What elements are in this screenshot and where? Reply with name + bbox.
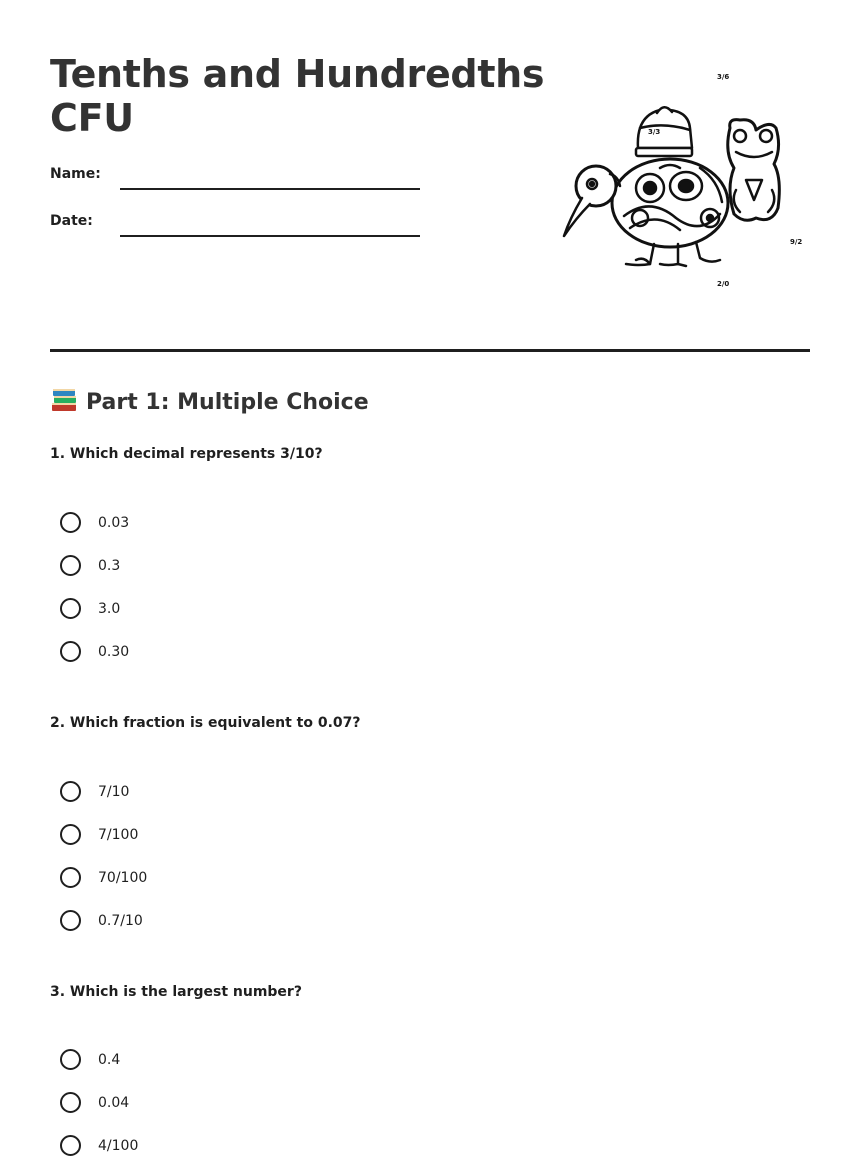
illustration-label-right: 9/2 (790, 238, 803, 246)
part1-heading-text: Part 1: Multiple Choice (86, 390, 369, 415)
answer-option[interactable] (60, 553, 460, 583)
radio-button[interactable] (60, 598, 81, 619)
answer-option[interactable] (60, 596, 460, 626)
question-text: 1. Which decimal represents 3/10? (50, 446, 323, 462)
date-field-row (50, 207, 470, 247)
radio-button[interactable] (60, 1049, 81, 1070)
name-input[interactable] (120, 188, 420, 190)
date-input[interactable] (120, 235, 420, 237)
radio-button[interactable] (60, 867, 81, 888)
illustration-label-left: 3/3 (648, 128, 661, 136)
name-field-row (50, 160, 470, 200)
worksheet-page (50, 0, 810, 1161)
radio-button[interactable] (60, 1135, 81, 1156)
name-label: Name: (50, 166, 101, 182)
option-label: 7/10 (98, 784, 130, 800)
question-3 (50, 982, 810, 1154)
option-label: 0.03 (98, 515, 130, 531)
option-label: 0.3 (98, 558, 121, 574)
question-text: 3. Which is the largest number? (50, 984, 302, 1000)
radio-button[interactable] (60, 555, 81, 576)
question-1 (50, 444, 810, 660)
answer-option[interactable] (60, 1090, 460, 1120)
answer-option[interactable] (60, 822, 460, 852)
date-label: Date: (50, 213, 93, 229)
part1-heading (50, 386, 369, 420)
section-divider (50, 349, 810, 352)
answer-option[interactable] (60, 510, 460, 540)
option-label: 0.04 (98, 1095, 130, 1111)
radio-button[interactable] (60, 910, 81, 931)
answer-option[interactable] (60, 865, 460, 895)
answer-option[interactable] (60, 639, 460, 669)
radio-button[interactable] (60, 641, 81, 662)
option-label: 0.30 (98, 644, 130, 660)
option-label: 70/100 (98, 870, 148, 886)
page-title: Tenths and Hundredths CFU (50, 52, 545, 140)
answer-option[interactable] (60, 1047, 460, 1077)
option-label: 0.7/10 (98, 913, 143, 929)
question-2 (50, 713, 810, 929)
illustration-label-bottom: 2/0 (717, 280, 730, 288)
option-label: 3.0 (98, 601, 121, 617)
illustration-label-top: 3/6 (717, 73, 730, 81)
books-icon (50, 387, 78, 413)
question-text: 2. Which fraction is equivalent to 0.07? (50, 715, 361, 731)
radio-button[interactable] (60, 781, 81, 802)
option-label: 4/100 (98, 1138, 139, 1154)
answer-option[interactable] (60, 779, 460, 809)
option-label: 7/100 (98, 827, 139, 843)
answer-option[interactable] (60, 1133, 460, 1163)
answer-option[interactable] (60, 908, 460, 938)
kiwi-illustration (560, 68, 803, 298)
option-label: 0.4 (98, 1052, 121, 1068)
radio-button[interactable] (60, 512, 81, 533)
radio-button[interactable] (60, 1092, 81, 1113)
radio-button[interactable] (60, 824, 81, 845)
